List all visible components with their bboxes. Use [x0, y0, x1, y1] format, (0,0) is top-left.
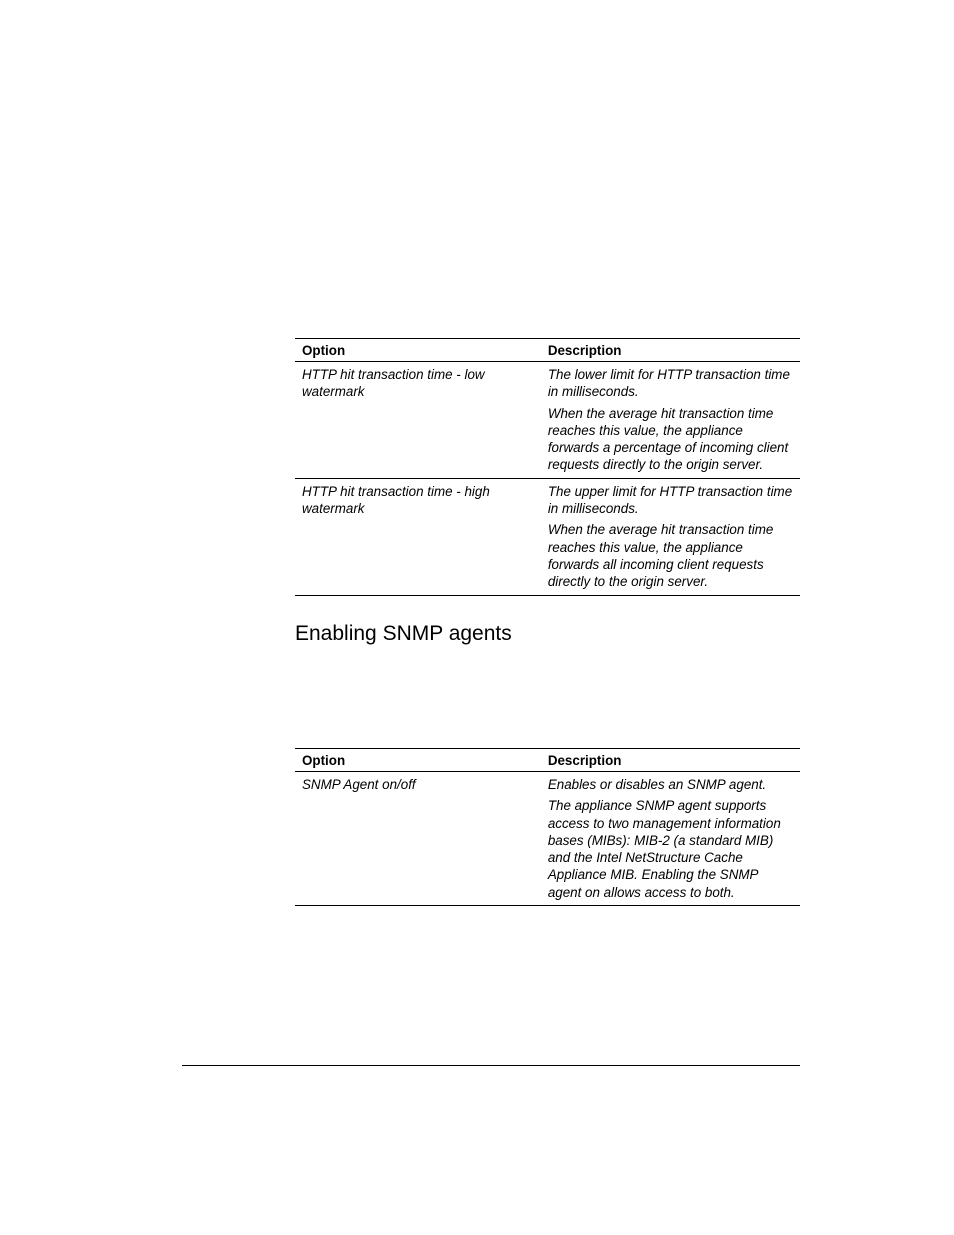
description-paragraph: Enables or disables an SNMP agent. — [547, 777, 767, 792]
footer-divider — [182, 1065, 800, 1066]
table-row — [295, 772, 800, 906]
column-header-option: Option — [295, 339, 541, 362]
options-table-snmp-agent — [295, 748, 800, 906]
options-table-http-watermarks — [295, 338, 800, 596]
column-header-option: Option — [295, 749, 541, 772]
column-header-description: Description — [541, 339, 800, 362]
description-cell — [541, 478, 800, 595]
description-paragraph: The appliance SNMP agent supports access to two management information bases (MIBs): MIB-2 (a standard MIB) and the Intel NetStructure Cache Appliance MIB. Enabling the SNMP agent on allows access to both. — [547, 798, 781, 900]
option-cell: SNMP Agent on/off — [295, 772, 541, 906]
description-paragraph: The lower limit for HTTP transaction time in milliseconds. — [547, 367, 790, 400]
description-cell — [541, 362, 800, 479]
column-header-description: Description — [541, 749, 800, 772]
section-heading: Enabling SNMP agents — [295, 622, 512, 645]
option-cell: HTTP hit transaction time - low watermark — [295, 362, 541, 479]
table-header-row — [295, 339, 800, 362]
table-row — [295, 362, 800, 479]
description-cell — [541, 772, 800, 906]
description-paragraph: The upper limit for HTTP transaction time in milliseconds. — [547, 483, 793, 517]
description-paragraph: When the average hit transaction time reaches this value, the appliance forwards a percentage of incoming client requests directly to the origin server. — [547, 405, 789, 473]
description-paragraph: When the average hit transaction time reaches this value, the appliance forwards all incoming client requests directly to the origin server. — [547, 522, 774, 590]
option-cell: HTTP hit transaction time - high watermark — [295, 478, 541, 595]
table-row — [295, 478, 800, 595]
table-header-row — [295, 749, 800, 772]
